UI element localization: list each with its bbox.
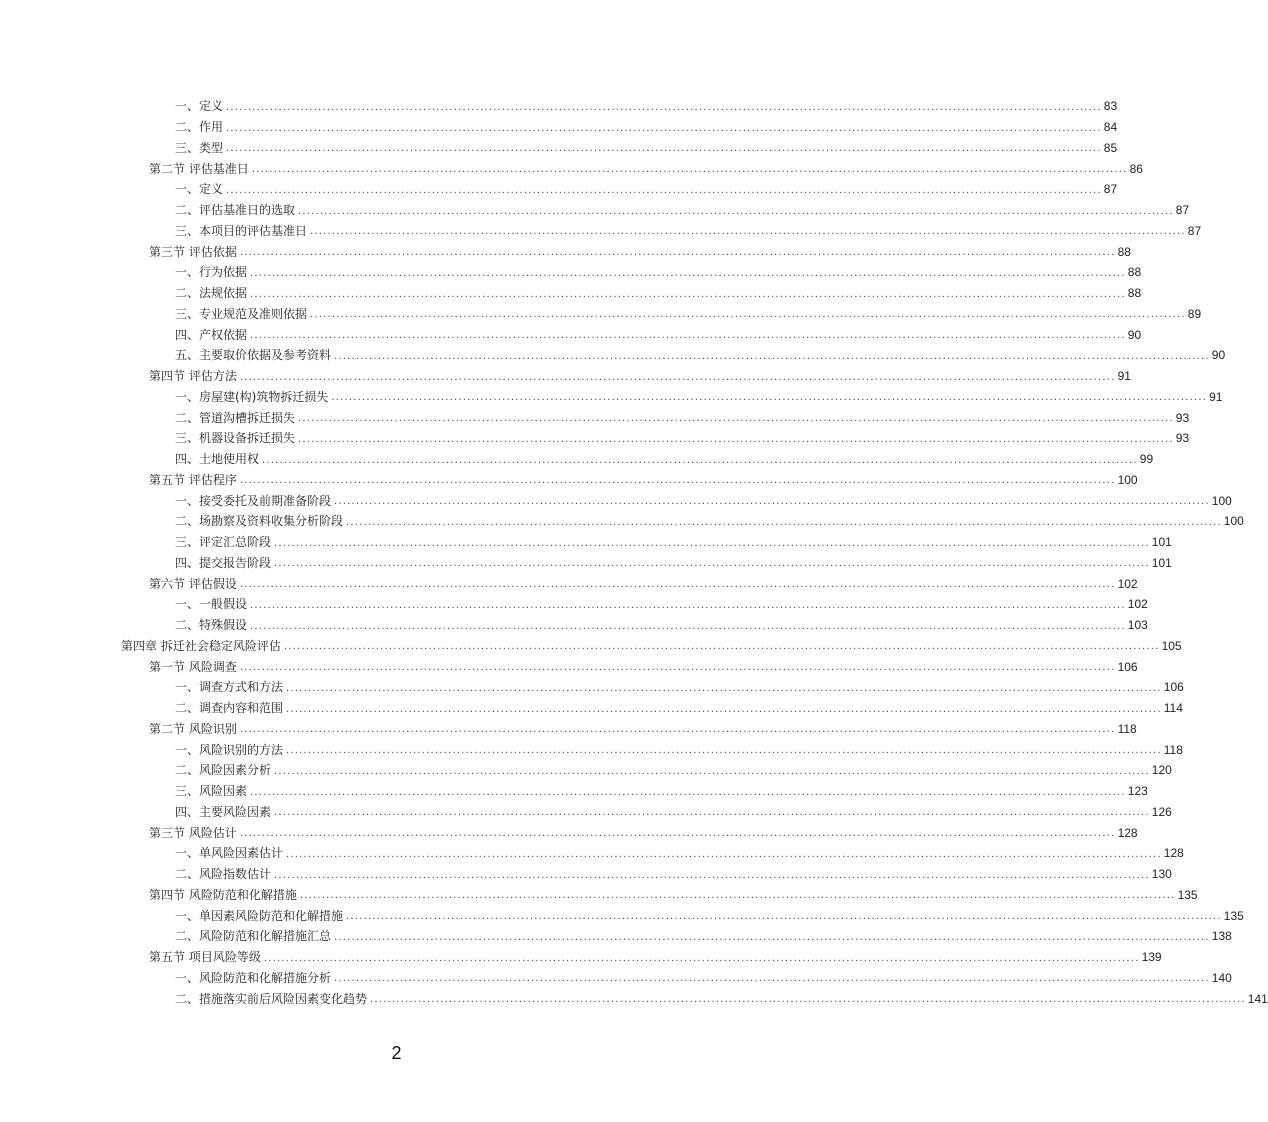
toc-entry[interactable]: [0, 158, 1143, 179]
toc-entry[interactable]: [0, 470, 1138, 491]
toc-entry[interactable]: [0, 802, 1172, 823]
toc-entry-title: 四、产权依据: [175, 329, 250, 341]
toc-entry-title: 一、行为依据: [175, 266, 250, 278]
toc-entry-page: 87: [1187, 223, 1202, 238]
toc-entry-page: 126: [1151, 804, 1172, 819]
toc-entry-title: 第四节 风险防范和化解措施: [149, 889, 300, 901]
toc-entry-title: 二、作用: [175, 121, 226, 133]
toc-dot-leader: ........................................................................................................................................................................................................: [370, 994, 1246, 1006]
toc-dot-leader: ........................................................................................................................................................................................................: [274, 807, 1150, 819]
toc-dot-leader: ........................................................................................................................................................................................................: [250, 620, 1126, 632]
toc-entry-page: 120: [1151, 763, 1172, 778]
toc-entry-page: 135: [1177, 887, 1198, 902]
toc-entry[interactable]: [0, 553, 1172, 574]
toc-entry-page: 106: [1163, 680, 1184, 695]
toc-dot-leader: ........................................................................................................................................................................................................: [283, 641, 1160, 653]
toc-entry-title: 三、评定汇总阶段: [175, 536, 274, 548]
toc-entry-page: 139: [1141, 950, 1162, 965]
toc-entry[interactable]: [0, 573, 1138, 594]
toc-entry-title: 二、风险指数估计: [175, 868, 274, 880]
toc-entry-page: 87: [1175, 203, 1190, 218]
toc-entry-title: 四、土地使用权: [175, 453, 262, 465]
toc-entry-page: 102: [1117, 576, 1138, 591]
toc-entry-page: 89: [1187, 306, 1202, 321]
toc-entry[interactable]: [0, 304, 1202, 325]
toc-entry-page: 100: [1117, 472, 1138, 487]
toc-entry-title: 一、一般假设: [175, 598, 250, 610]
toc-dot-leader: ........................................................................................................................................................................................................: [250, 330, 1126, 342]
toc-dot-leader: ........................................................................................................................................................................................................: [286, 848, 1162, 860]
toc-dot-leader: ........................................................................................................................................................................................................: [274, 558, 1150, 570]
toc-entry-page: 106: [1117, 659, 1138, 674]
toc-dot-leader: ........................................................................................................................................................................................................: [286, 682, 1162, 694]
toc-dot-leader: ........................................................................................................................................................................................................: [334, 931, 1210, 943]
toc-entry-title: 二、措施落实前后风险因素变化趋势: [175, 993, 370, 1005]
toc-entry[interactable]: [0, 885, 1198, 906]
toc-entry[interactable]: [0, 781, 1148, 802]
toc-entry-page: 105: [1161, 638, 1182, 653]
toc-dot-leader: ........................................................................................................................................................................................................: [346, 911, 1222, 923]
toc-dot-leader: ........................................................................................................................................................................................................: [299, 890, 1176, 902]
toc-entry-page: 90: [1127, 327, 1142, 342]
toc-entry[interactable]: [0, 719, 1137, 740]
toc-entry-page: 90: [1211, 348, 1226, 363]
toc-entry-title: 三、专业规范及准则依据: [175, 308, 310, 320]
toc-entry[interactable]: [0, 117, 1118, 138]
toc-entry-title: 一、风险防范和化解措施分析: [175, 972, 334, 984]
toc-dot-leader: ........................................................................................................................................................................................................: [263, 952, 1140, 964]
toc-dot-leader: ........................................................................................................................................................................................................: [250, 288, 1126, 300]
toc-entry-title: 四、提交报告阶段: [175, 557, 274, 569]
toc-dot-leader: ........................................................................................................................................................................................................: [286, 745, 1162, 757]
toc-entry-title: 三、类型: [175, 142, 226, 154]
toc-entry[interactable]: [0, 96, 1118, 117]
toc-entry-title: 一、单风险因素估计: [175, 847, 286, 859]
toc-entry-page: 85: [1103, 140, 1118, 155]
toc-dot-leader: ........................................................................................................................................................................................................: [334, 496, 1210, 508]
toc-entry[interactable]: [0, 366, 1131, 387]
toc-entry-title: 三、风险因素: [175, 785, 250, 797]
toc-entry[interactable]: [0, 677, 1184, 698]
toc-entry-page: 93: [1175, 410, 1190, 425]
toc-entry-title: 一、定义: [175, 100, 226, 112]
toc-entry[interactable]: [0, 241, 1131, 262]
toc-entry[interactable]: [0, 532, 1172, 553]
toc-entry-title: 第三节 评估依据: [149, 246, 240, 258]
toc-entry-page: 140: [1211, 970, 1232, 985]
toc-dot-leader: ........................................................................................................................................................................................................: [310, 309, 1186, 321]
toc-entry-title: 第五节 评估程序: [149, 474, 240, 486]
toc-entry-title: 第一节 风险调查: [149, 661, 240, 673]
toc-entry-title: 二、风险防范和化解措施汇总: [175, 930, 334, 942]
toc-dot-leader: ........................................................................................................................................................................................................: [226, 101, 1102, 113]
toc-entry-title: 二、特殊假设: [175, 619, 250, 631]
toc-dot-leader: ........................................................................................................................................................................................................: [239, 247, 1116, 259]
toc-entry-page: 123: [1127, 784, 1148, 799]
toc-entry[interactable]: [0, 905, 1244, 926]
toc-dot-leader: ........................................................................................................................................................................................................: [226, 184, 1102, 196]
toc-entry-title: 二、管道沟槽拆迁损失: [175, 412, 298, 424]
toc-entry[interactable]: [0, 490, 1232, 511]
toc-entry-title: 四、主要风险因素: [175, 806, 274, 818]
toc-entry[interactable]: [0, 926, 1232, 947]
toc-entry-title: 一、单因素风险防范和化解措施: [175, 910, 346, 922]
toc-dot-leader: ........................................................................................................................................................................................................: [226, 122, 1102, 134]
toc-entry-page: 88: [1127, 286, 1142, 301]
toc-entry-page: 84: [1103, 120, 1118, 135]
toc-entry-page: 101: [1151, 535, 1172, 550]
toc-entry[interactable]: [0, 221, 1202, 242]
toc-entry-page: 101: [1151, 555, 1172, 570]
toc-entry[interactable]: [0, 428, 1190, 449]
toc-dot-leader: ........................................................................................................................................................................................................: [250, 599, 1126, 611]
toc-entry[interactable]: [0, 988, 1268, 1009]
toc-entry[interactable]: [0, 656, 1138, 677]
toc-entry-title: 第四节 评估方法: [149, 370, 240, 382]
toc-entry-title: 第二节 评估基准日: [149, 163, 252, 175]
toc-entry[interactable]: [0, 594, 1148, 615]
toc-dot-leader: ........................................................................................................................................................................................................: [334, 350, 1210, 362]
toc-entry[interactable]: [0, 864, 1172, 885]
toc-entry[interactable]: [0, 760, 1172, 781]
toc-entry-page: 118: [1117, 721, 1137, 736]
toc-dot-leader: ........................................................................................................................................................................................................: [250, 267, 1126, 279]
toc-entry-title: 一、定义: [175, 183, 226, 195]
toc-dot-leader: ........................................................................................................................................................................................................: [239, 724, 1116, 736]
toc-dot-leader: ........................................................................................................................................................................................................: [298, 433, 1174, 445]
toc-entry-page: 114: [1163, 701, 1183, 716]
toc-entry-title: 第四章 拆迁社会稳定风险评估: [121, 640, 284, 652]
toc-dot-leader: ........................................................................................................................................................................................................: [331, 392, 1208, 404]
toc-entry-page: 118: [1163, 742, 1183, 757]
toc-entry[interactable]: [0, 262, 1142, 283]
toc-entry-page: 86: [1129, 161, 1143, 176]
toc-dot-leader: ........................................................................................................................................................................................................: [346, 516, 1222, 528]
toc-entry-title: 一、接受委托及前期准备阶段: [175, 495, 334, 507]
toc-dot-leader: ........................................................................................................................................................................................................: [274, 537, 1150, 549]
toc-dot-leader: ........................................................................................................................................................................................................: [239, 828, 1116, 840]
toc-entry-page: 93: [1175, 431, 1190, 446]
toc-entry[interactable]: [0, 179, 1118, 200]
toc-entry-page: 100: [1223, 514, 1244, 529]
toc-entry[interactable]: [0, 615, 1148, 636]
toc-dot-leader: ........................................................................................................................................................................................................: [298, 413, 1174, 425]
toc-dot-leader: ........................................................................................................................................................................................................: [226, 143, 1102, 155]
toc-entry-title: 二、场勘察及资料收集分析阶段: [175, 515, 346, 527]
toc-dot-leader: ........................................................................................................................................................................................................: [274, 869, 1150, 881]
toc-entry[interactable]: [0, 138, 1118, 159]
toc-dot-leader: ........................................................................................................................................................................................................: [262, 454, 1138, 466]
toc-entry-title: 五、主要取价依据及参考资料: [175, 349, 334, 361]
toc-dot-leader: ........................................................................................................................................................................................................: [251, 164, 1128, 176]
toc-entry-page: 128: [1163, 846, 1184, 861]
toc-entry-page: 91: [1209, 389, 1223, 404]
toc-dot-leader: ........................................................................................................................................................................................................: [239, 579, 1116, 591]
toc-entry-title: 二、评估基准日的选取: [175, 204, 298, 216]
toc-entry-page: 138: [1211, 929, 1232, 944]
toc-dot-leader: ........................................................................................................................................................................................................: [334, 973, 1210, 985]
toc-entry-title: 一、房屋建(构)筑物拆迁损失: [175, 391, 331, 403]
toc-entry[interactable]: [0, 822, 1138, 843]
toc-entry-page: 100: [1211, 493, 1232, 508]
toc-entry-page: 91: [1117, 369, 1131, 384]
toc-entry[interactable]: [0, 324, 1142, 345]
toc-entry-title: 三、机器设备拆迁损失: [175, 432, 298, 444]
toc-entry-title: 第六节 评估假设: [149, 578, 240, 590]
toc-entry-title: 二、调查内容和范围: [175, 702, 286, 714]
toc-entry[interactable]: [0, 968, 1232, 989]
toc-entry-page: 135: [1223, 908, 1244, 923]
toc-entry-page: 128: [1117, 825, 1138, 840]
toc-entry[interactable]: [0, 511, 1244, 532]
toc-entry-title: 三、本项目的评估基准日: [175, 225, 310, 237]
toc-entry[interactable]: [0, 283, 1142, 304]
toc-entry-page: 88: [1127, 265, 1142, 280]
toc-entry-page: 141: [1247, 991, 1268, 1006]
toc-entry-title: 二、风险因素分析: [175, 764, 274, 776]
toc-entry-title: 第三节 风险估计: [149, 827, 240, 839]
toc-entry-title: 一、风险识别的方法: [175, 744, 286, 756]
toc-entry[interactable]: [0, 698, 1183, 719]
page-number: 2: [391, 1043, 402, 1063]
toc-dot-leader: ........................................................................................................................................................................................................: [274, 765, 1150, 777]
toc-entry[interactable]: [0, 345, 1226, 366]
toc-entry-title: 二、法规依据: [175, 287, 250, 299]
toc-entry[interactable]: [0, 636, 1182, 657]
toc-entry[interactable]: [0, 200, 1190, 221]
toc-dot-leader: ........................................................................................................................................................................................................: [250, 786, 1126, 798]
toc-entry-title: 一、调查方式和方法: [175, 681, 286, 693]
toc-entry[interactable]: [0, 407, 1190, 428]
toc-dot-leader: ........................................................................................................................................................................................................: [239, 371, 1116, 383]
toc-entry[interactable]: [0, 387, 1223, 408]
toc-dot-leader: ........................................................................................................................................................................................................: [310, 226, 1186, 238]
toc-entry-page: 130: [1151, 867, 1172, 882]
toc-dot-leader: ........................................................................................................................................................................................................: [286, 703, 1162, 715]
toc-entry-page: 103: [1127, 618, 1148, 633]
toc-dot-leader: ........................................................................................................................................................................................................: [298, 205, 1174, 217]
toc-entry-title: 第五节 项目风险等级: [149, 951, 264, 963]
table-of-contents: [0, 96, 1268, 1009]
toc-dot-leader: ........................................................................................................................................................................................................: [239, 662, 1116, 674]
toc-entry-title: 第二节 风险识别: [149, 723, 240, 735]
toc-entry-page: 99: [1139, 452, 1154, 467]
toc-dot-leader: ........................................................................................................................................................................................................: [239, 475, 1116, 487]
toc-entry[interactable]: [0, 449, 1154, 470]
toc-entry[interactable]: [0, 843, 1184, 864]
toc-entry-page: 83: [1103, 99, 1118, 114]
toc-entry-page: 88: [1117, 244, 1131, 259]
toc-entry-page: 102: [1127, 597, 1148, 612]
toc-entry[interactable]: [0, 947, 1162, 968]
toc-entry[interactable]: [0, 739, 1183, 760]
toc-entry-page: 87: [1103, 182, 1118, 197]
